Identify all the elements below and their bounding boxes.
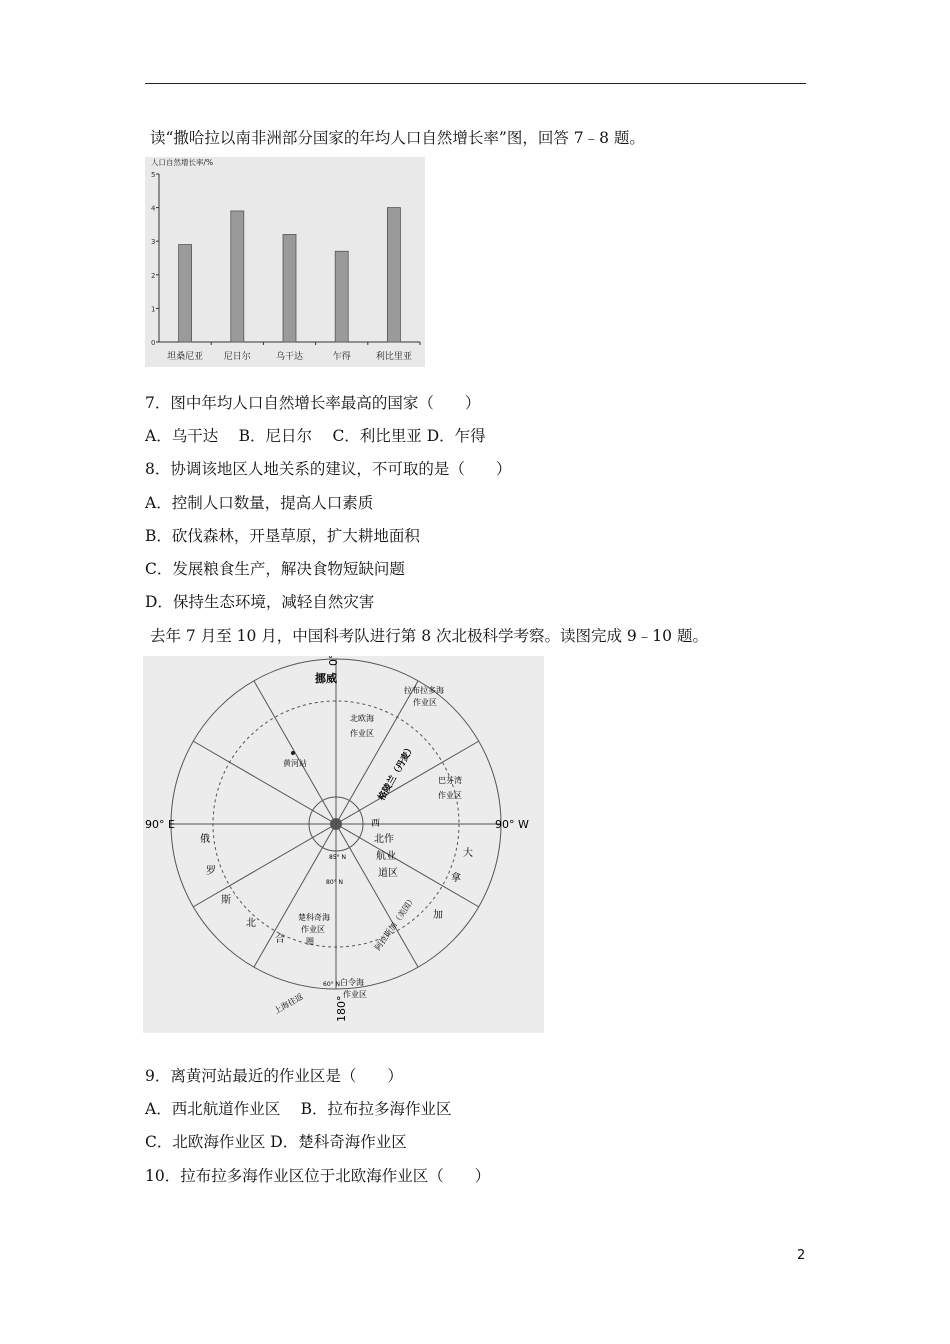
arctic-circle-mark: 圈 xyxy=(306,937,314,946)
labrador-zone-label: 作业区 xyxy=(413,698,437,707)
baffin-zone-label: 作业区 xyxy=(438,791,462,800)
greenland-label: 格陵兰（丹麦） xyxy=(376,742,418,803)
chart-category-label: 乌干达 xyxy=(275,352,304,362)
bering-zone-label: 作业区 xyxy=(343,990,367,999)
q9-stem: 9．离黄河站最近的作业区是（ ） xyxy=(145,1067,403,1085)
chart-category-label: 利比里亚 xyxy=(375,352,412,362)
chart-category-label: 乍得 xyxy=(332,352,351,362)
q8-option-a: A．控制人口数量，提高人口素质 xyxy=(145,494,374,512)
chart-bar xyxy=(231,211,244,342)
russia-1: 俄 xyxy=(200,834,210,845)
lon-0-label: 0° xyxy=(327,656,340,666)
chart-ytick-label: 3 xyxy=(151,238,156,247)
intro-text-2: 去年 7 月至 10 月，中国科考队进行第 8 次北极科学考察。读图完成 9﹣10 题。 xyxy=(150,627,708,645)
canada-1: 大 xyxy=(463,848,473,859)
yellow-river-label: 黄河站 xyxy=(283,759,307,768)
lon-90e-label: 90° E xyxy=(145,818,175,831)
q7-options: A．乌干达 B．尼日尔 C．利比里亚 D．乍得 xyxy=(145,427,486,445)
chart-bar xyxy=(179,245,192,342)
q9-options-ab: A．西北航道作业区 B．拉布拉多海作业区 xyxy=(145,1100,452,1118)
chart-ytick-label: 2 xyxy=(151,271,156,280)
alaska-label: 阿拉斯加（美国） xyxy=(373,894,418,953)
chart-bar xyxy=(283,234,296,342)
nw-passage-4: 道区 xyxy=(378,868,398,879)
meridian-lines xyxy=(171,659,501,989)
chart-title: 人口自然增长率/% xyxy=(151,158,214,167)
q10-stem: 10．拉布拉多海作业区位于北欧海作业区（ ） xyxy=(145,1167,491,1185)
shanghai-route-label: 上海往返 xyxy=(272,991,305,1016)
chukchi-label: 楚科奇海 xyxy=(298,913,330,922)
yellow-river-station-dot xyxy=(291,751,295,755)
labrador-label: 拉布拉多海 xyxy=(404,686,444,695)
nw-passage-2: 北作 xyxy=(374,834,394,845)
canada-2: 拿 xyxy=(451,873,461,884)
lon-180-label: 180° xyxy=(335,995,348,1022)
lat-80-label: 80° N xyxy=(326,879,344,886)
q8-option-b: B．砍伐森林，开垦草原，扩大耕地面积 xyxy=(145,527,420,545)
north-sea-label: 北欧海 xyxy=(350,714,374,723)
bering-label: 白令海 xyxy=(340,978,364,987)
nw-passage-3: 航业 xyxy=(376,851,396,862)
lon-90w-label: 90° W xyxy=(495,818,529,831)
russia-5: 合 xyxy=(275,934,285,945)
chart-category-label: 坦桑尼亚 xyxy=(167,352,204,362)
canada-3: 加 xyxy=(433,910,443,921)
intro-text-1: 读“撒哈拉以南非洲部分国家的年均人口自然增长率”图，回答 7﹣8 题。 xyxy=(150,129,645,147)
chukchi-zone-label: 作业区 xyxy=(301,925,325,934)
russia-2: 罗 xyxy=(206,866,216,877)
chart-ytick-label: 0 xyxy=(151,339,156,347)
russia-3: 斯 xyxy=(221,895,231,906)
baffin-label: 巴芬湾 xyxy=(438,776,462,785)
chart-ytick-label: 4 xyxy=(151,204,156,213)
chart-bar xyxy=(335,251,348,342)
q8-stem: 8．协调该地区人地关系的建议，不可取的是（ ） xyxy=(145,460,512,478)
norway-label: 挪威 xyxy=(315,672,337,685)
chart-ytick-label: 5 xyxy=(151,171,156,179)
nw-passage-1: 西 xyxy=(371,819,381,829)
chart-ytick-label: 1 xyxy=(151,305,156,314)
q9-options-cd: C．北欧海作业区 D．楚科奇海作业区 xyxy=(145,1133,407,1151)
header-rule xyxy=(145,83,806,84)
page-number: 2 xyxy=(797,1248,806,1263)
chart-category-label: 尼日尔 xyxy=(223,352,251,362)
q8-option-c: C．发展粮食生产，解决食物短缺问题 xyxy=(145,560,405,578)
arctic-expedition-map xyxy=(143,656,544,1033)
north-sea-zone-label: 作业区 xyxy=(350,729,374,738)
lat-60-label: 60° N xyxy=(323,981,341,988)
population-growth-chart xyxy=(145,157,425,367)
q7-stem: 7．图中年均人口自然增长率最高的国家（ ） xyxy=(145,394,481,412)
q8-option-d: D．保持生态环境，减轻自然灾害 xyxy=(145,593,375,611)
russia-4: 北 xyxy=(246,918,256,929)
chart-bar xyxy=(387,208,400,342)
lat-85-label: 85° N xyxy=(329,854,347,861)
